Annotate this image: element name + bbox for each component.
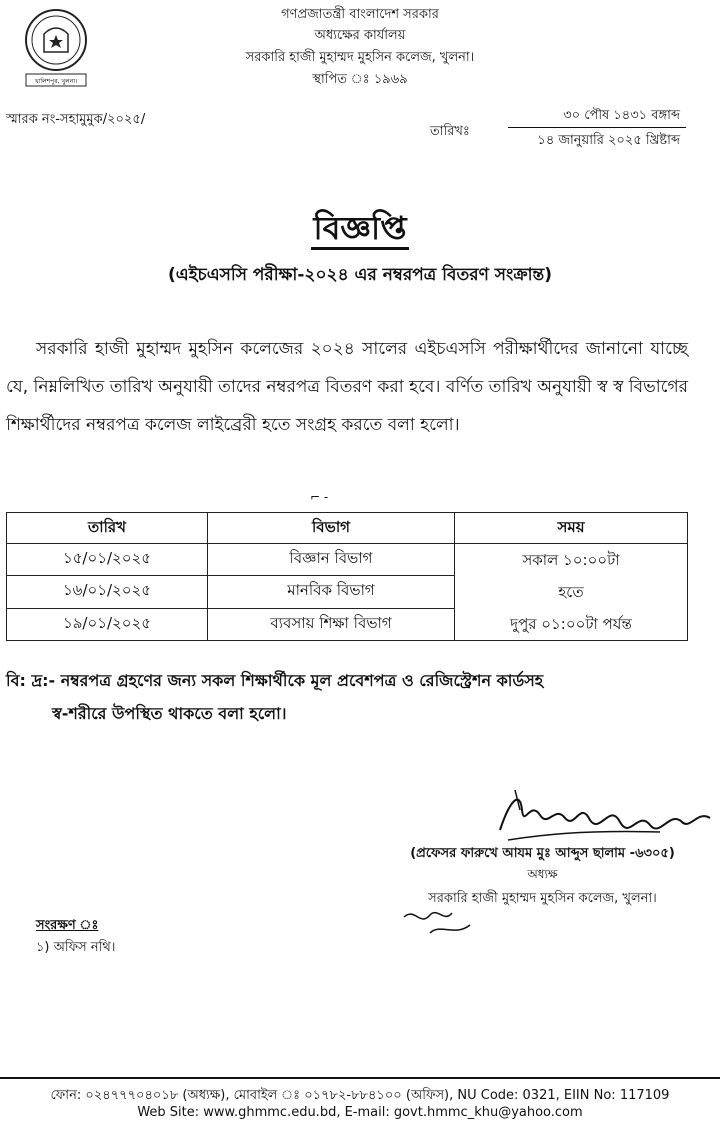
preservation-title: সংরক্ষণ ঃ <box>36 918 99 933</box>
table-header-row <box>7 513 688 544</box>
signatory-role: অধ্যক্ষ <box>527 867 558 881</box>
government-title: গণপ্রজাতন্ত্রী বাংলাদেশ সরকার <box>281 7 439 22</box>
signatory-name: (প্রফেসর ফারুখে আযম মুঃ আব্দুস ছালাম -৬৩০৫) <box>410 846 675 861</box>
footer-contact: ফোন: ০২৪৭৭৭০৪০১৮ (অধ্যক্ষ), মোবাইল ঃ ০১৭৮২-৮৮৪১০০ (অফিস), NU Code: 0321, EIIN No: 117109 <box>50 1088 670 1103</box>
seal-caption: খালিশপুর, খুলনা। <box>34 78 78 85</box>
note-line-2: স্ব-শরীরে উপস্থিত থাকতে বলা হলো। <box>52 704 287 723</box>
row-date: ১৬/০১/২০২৫ <box>7 576 208 608</box>
table-row <box>7 544 688 576</box>
time-cell <box>455 544 688 641</box>
signatory-college: সরকারি হাজী মুহাম্মদ মুহসিন কলেজ, খুলনা। <box>428 891 657 906</box>
preservation-item: ১) অফিস নথি। <box>36 940 116 955</box>
special-note <box>6 664 696 730</box>
stray-mark: ⌐ - <box>310 490 329 504</box>
header-department: বিভাগ <box>208 513 455 544</box>
date-label: তারিখঃ <box>430 124 470 139</box>
row-department: বিজ্ঞান বিভাগ <box>208 544 455 576</box>
footer-divider <box>0 1077 720 1079</box>
distribution-schedule-table <box>6 512 688 641</box>
college-seal-logo <box>24 8 88 88</box>
date-divider <box>508 127 686 128</box>
established-year: স্থাপিত ঃ ১৯৬৯ <box>312 72 408 87</box>
row-date: ১৫/০১/২০২৫ <box>7 544 208 576</box>
notice-title <box>0 203 720 257</box>
row-department: ব্যবসায় শিক্ষা বিভাগ <box>208 608 455 640</box>
note-line-1: বি: দ্র:- নম্বরপত্র গ্রহণের জন্য সকল শিক্ষার্থীকে মূল প্রবেশপত্র ও রেজিস্ট্রেশন কার্ডসহ <box>6 671 544 690</box>
office-title: অধ্যক্ষের কার্যালয় <box>314 28 406 43</box>
footer-web: Web Site: www.ghmmc.edu.bd, E-mail: govt.hmmc_khu@yahoo.com <box>137 1105 583 1120</box>
notice-subtitle: (এইচএসসি পরীক্ষা-২০২৪ এর নম্বরপত্র বিতরণ সংক্রান্ত) <box>168 265 552 285</box>
row-date: ১৯/০১/২০২৫ <box>7 608 208 640</box>
date-english: ১৪ জানুয়ারি ২০২৫ খ্রিষ্টাব্দ <box>537 133 680 148</box>
date-bengali: ৩০ পৌষ ১৪৩১ বঙ্গাব্দ <box>563 108 680 123</box>
time-end: দুপুর ০১:০০টা পর্যন্ত <box>510 615 632 633</box>
header-date: তারিখ <box>7 513 208 544</box>
principal-signature <box>460 780 720 850</box>
row-department: মানবিক বিভাগ <box>208 576 455 608</box>
memo-number: স্মারক নং-সহামুমুক/২০২৫/ <box>6 112 146 127</box>
initials-scribble <box>400 903 490 941</box>
notice-body: সরকারি হাজী মুহাম্মদ মুহসিন কলেজের ২০২৪ সালের এইচএসসি পরীক্ষার্থীদের জানানো যাচ্ছে যে, নিম্নলিখিত তারিখ অনুযায়ী তাদের নম্বরপত্র বিতরণ করা হবে। বর্ণিত তারিখ অনুযায়ী স্ব স্ব বিভাগের শিক্ষার্থীদের নম্বরপত্র কলেজ লাইব্রেরী হতে সংগ্রহ করতে বলা হলো। <box>6 339 688 435</box>
college-name: সরকারি হাজী মুহাম্মদ মুহসিন কলেজ, খুলনা। <box>245 50 475 65</box>
time-connector: হতে <box>558 583 584 601</box>
time-start: সকাল ১০:০০টা <box>522 551 620 569</box>
header-time: সময় <box>455 513 688 544</box>
notice-title-text: বিজ্ঞপ্তি <box>311 209 408 250</box>
